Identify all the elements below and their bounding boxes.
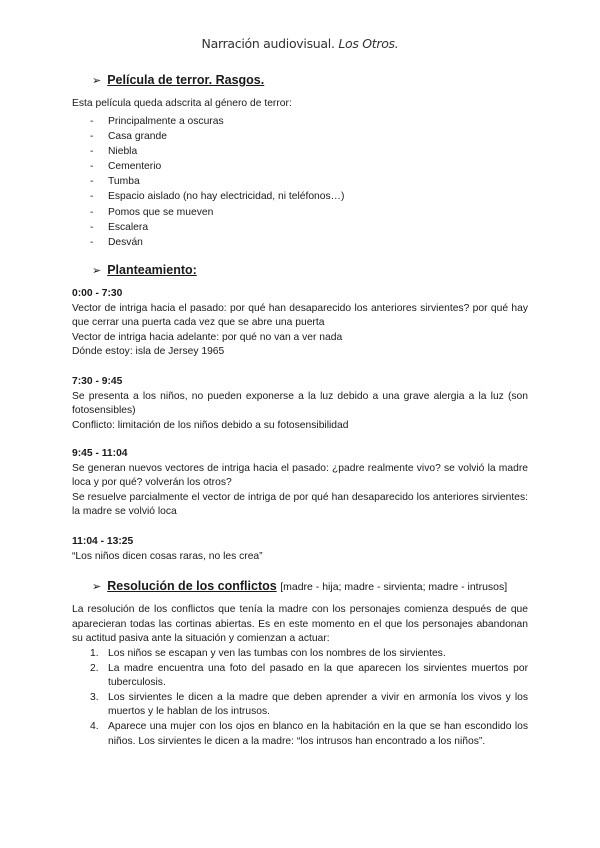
section-heading-planteamiento bbox=[92, 263, 197, 277]
list-item bbox=[90, 720, 528, 749]
block-line: Se resuelve parcialmente el vector de intriga de por qué han desaparecido los anteriores sirvientes: la madre se volvió loca bbox=[72, 491, 528, 518]
list-item: - Escalera bbox=[90, 220, 344, 235]
item-text: Aparece una mujer con los ojos en blanco en la habitación en la que se han escondido los niños. Los sirvientes le dicen a la madre: “los intrusos han encontrado a los niños”. bbox=[108, 720, 528, 747]
item-text: La madre encuentra una foto del pasado en la que aparecen los sirvientes muertos por tuberculosis. bbox=[108, 662, 528, 689]
block-line: Se generan nuevos vectores de intriga hacia el pasado: ¿padre realmente vivo? se volvió la madre loca y por qué? volverán los otros? bbox=[72, 462, 528, 489]
section-title: Planteamiento: bbox=[107, 263, 197, 277]
timestamp: 7:30 - 9:45 bbox=[72, 376, 123, 387]
list-item: - Casa grande bbox=[90, 129, 344, 144]
intro-text: Esta película queda adscrita al género de terror: bbox=[72, 98, 292, 109]
block-line: Vector de intriga hacia el pasado: por qué han desaparecido los anteriores sirvientes? por qué hay que cerrar una puerta cada vez que se abre una puerta bbox=[72, 302, 528, 329]
list-item bbox=[90, 662, 528, 691]
item-number: 2. bbox=[90, 662, 99, 674]
page-header bbox=[0, 36, 600, 51]
intro-paragraph bbox=[72, 97, 528, 112]
section-title: Película de terror. Rasgos. bbox=[107, 73, 265, 87]
section-title: Resolución de los conflictos bbox=[107, 579, 277, 593]
header-title: Narración audiovisual. bbox=[201, 36, 335, 51]
block-line: “Los niños dicen cosas raras, no les crea” bbox=[72, 550, 263, 562]
section-subtitle: [madre - hija; madre - sirvienta; madre - intrusos] bbox=[280, 581, 508, 593]
list-item: - Desván bbox=[90, 235, 344, 250]
time-block bbox=[72, 287, 528, 360]
block-line: Se presenta a los niños, no pueden exponerse a la luz debido a una grave alergia a la luz (son fotosensibles) bbox=[72, 390, 528, 417]
item-number: 3. bbox=[90, 691, 99, 703]
timestamp: 9:45 - 11:04 bbox=[72, 448, 128, 459]
rasgos-list bbox=[90, 114, 344, 250]
arrow-bullet-icon: ➢ bbox=[92, 581, 102, 593]
section-heading-rasgos bbox=[92, 73, 264, 87]
paragraph-text: La resolución de los conflictos que tenía la madre con los personajes comienza después de que aparecieran todas las cortinas abiertas. Es en este momento en el que los personajes abandonan su actitud pasiva ante la situación y comienzan a actuar: bbox=[72, 604, 528, 645]
list-item: - Pomos que se mueven bbox=[90, 205, 344, 220]
list-item: - Niebla bbox=[90, 144, 344, 159]
block-line: Vector de intriga hacia adelante: por qué no van a ver nada bbox=[72, 331, 343, 343]
list-item: - Principalmente a oscuras bbox=[90, 114, 344, 129]
arrow-bullet-icon: ➢ bbox=[92, 75, 102, 87]
block-line: Conflicto: limitación de los niños debido a su fotosensibilidad bbox=[72, 419, 349, 431]
list-item: - Tumba bbox=[90, 174, 344, 189]
header-film-title: Los Otros. bbox=[338, 36, 399, 51]
item-text: Los sirvientes le dicen a la madre que deben aprender a vivir en armonía los vivos y los muertos y le hablan de los intrusos. bbox=[108, 691, 528, 718]
resolution-intro-paragraph bbox=[72, 603, 528, 647]
time-block bbox=[72, 447, 528, 520]
timestamp: 11:04 - 13:25 bbox=[72, 536, 134, 547]
timestamp: 0:00 - 7:30 bbox=[72, 288, 123, 299]
block-line: Dónde estoy: isla de Jersey 1965 bbox=[72, 346, 225, 358]
time-block bbox=[72, 535, 528, 564]
item-number: 4. bbox=[90, 720, 99, 732]
list-item bbox=[90, 691, 528, 720]
section-heading-resolucion bbox=[92, 579, 507, 593]
time-block bbox=[72, 375, 528, 433]
arrow-bullet-icon: ➢ bbox=[92, 265, 102, 277]
list-item bbox=[90, 647, 528, 662]
item-number: 1. bbox=[90, 648, 99, 659]
steps-list bbox=[90, 647, 528, 749]
list-item: - Cementerio bbox=[90, 159, 344, 174]
list-item: - Espacio aislado (no hay electricidad, ni teléfonos…) bbox=[90, 189, 344, 204]
item-text: Los niños se escapan y ven las tumbas con los nombres de los sirvientes. bbox=[108, 648, 446, 659]
